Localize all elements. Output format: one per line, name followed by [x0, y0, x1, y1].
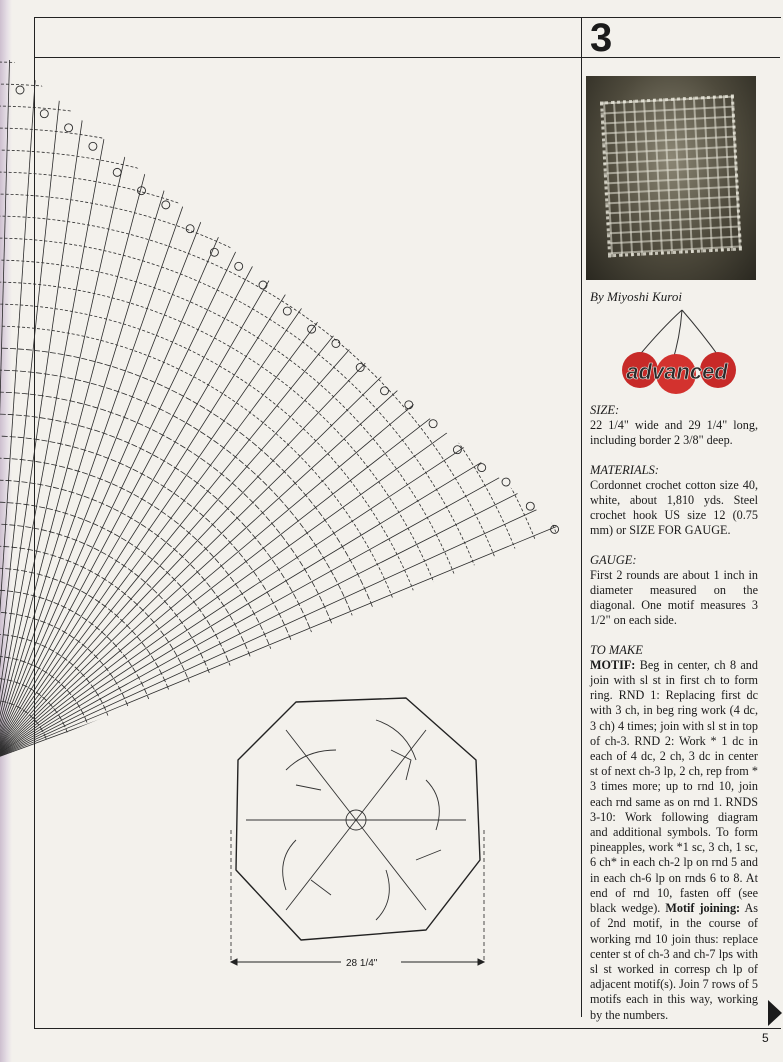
chart-round-arc [0, 62, 580, 544]
chart-picot [113, 168, 121, 176]
chart-round-arc [0, 150, 570, 571]
chart-round-arc [0, 194, 528, 585]
chart-picot [356, 363, 364, 371]
chart-radial-line [0, 83, 580, 760]
chart-radial-line [0, 106, 580, 760]
chart-radial-line [0, 61, 556, 760]
gauge-text [590, 568, 758, 629]
continue-arrow-icon [768, 1000, 782, 1026]
chart-round-arc [0, 106, 580, 558]
chart-round-arc [0, 128, 580, 565]
chart-picot [526, 502, 534, 510]
width-dimension-label: 28 1/4" [342, 958, 381, 969]
crochet-chart [0, 60, 580, 780]
advanced-badge [602, 308, 752, 398]
chart-picot [259, 281, 267, 289]
chart-picot [478, 464, 486, 472]
chart-picot [89, 142, 97, 150]
gauge-body: First 2 rounds are about 1 inch in diameter measured on the diagonal. One motif measures 3 1/2" on each side. [590, 567, 758, 628]
chart-picot [186, 225, 194, 233]
chart-radial-line [0, 155, 580, 760]
chart-radial-line [0, 60, 529, 760]
chart-picot [332, 339, 340, 347]
motif-octagon [236, 698, 480, 940]
chart-round-arc [0, 60, 580, 531]
difficulty-label: advanced [626, 359, 728, 384]
title-bar [34, 17, 780, 58]
chart-radial-line [0, 60, 253, 760]
chart-radial-line [0, 60, 152, 760]
chart-picot [405, 401, 413, 409]
chart-radial-line [0, 60, 186, 760]
chart-round-arc [0, 260, 466, 605]
joining-label: Motif joining: [665, 901, 741, 916]
to-make-text [590, 658, 758, 1023]
chart-picot [381, 387, 389, 395]
chart-picot [40, 110, 48, 118]
chart-picot [16, 86, 24, 94]
chart-radial-line [0, 60, 472, 760]
page-number: 5 [762, 1031, 769, 1045]
materials-heading: MATERIALS: [590, 462, 659, 477]
chart-picot [162, 201, 170, 209]
motif-outline-diagram [226, 690, 496, 970]
doily-photo [586, 76, 756, 280]
column-divider [581, 17, 582, 1017]
size-heading: SIZE: [590, 403, 620, 417]
chart-radial-line [0, 60, 84, 760]
size-body: 22 1/4" wide and 29 1/4" long, including border 2 3/8" deep. [590, 418, 758, 448]
gauge-heading: GAUGE: [590, 552, 637, 567]
materials-body: Cordonnet crochet cotton size 40, white, about 1,810 yds. Steel crochet hook US size 12 (0.75 mm) or SIZE FOR GAUGE. [590, 477, 758, 538]
chart-picot [235, 262, 243, 270]
chart-radial-line [0, 60, 382, 760]
doily-photo-cloth [600, 95, 742, 258]
joining-instructions: As of 2nd motif, in the course of working rnd 10 join thus: replace center st of ch-3 and ch-7 lps with sl st worked in corresp ch lp of adjacent motif(s). Join 7 rows of 5 motifs each in this way, working by the numbers. [590, 901, 759, 1022]
chart-radial-line [0, 60, 50, 760]
chart-radial-line [0, 60, 413, 760]
chart-radial-line [0, 208, 580, 760]
designer-byline: By Miyoshi Kuroi [590, 289, 682, 304]
chart-round-arc [0, 348, 382, 633]
instructions-column [590, 403, 758, 1023]
chart-picot [502, 478, 510, 486]
motif-label: MOTIF: [590, 657, 636, 672]
pattern-number: 3 [590, 16, 613, 60]
motif-instructions: Beg in center, ch 8 and join with sl st in first ch to form ring. RND 1: Replacing first dc with 3 ch, in beg ring work (4 dc, 3 ch) 4 times; join with sl st in top of ch-3. RND 2: Work * 1 dc in each of 4 dc, 2 ch, 3 dc in center st of next ch-3 lp, 2 ch, rep from * 3 times more; up to rnd 10, join each rnd same as on rnd 1. RNDS 3-10: Work following diagram and additional symbols. To form pineapples, work *1 sc, 3 ch, 1 sc, 6 ch* in each ch-2 lp on rnd 5 and in each ch-6 lp on rnds 6 to 8. At end of rnd 10, fasten off (see black wedge). [590, 657, 758, 916]
size-text [590, 418, 758, 448]
chart-radial-line [0, 181, 580, 760]
chart-picot [308, 325, 316, 333]
materials-text [590, 478, 758, 539]
chart-picot [429, 420, 437, 428]
chart-picot [551, 525, 559, 533]
to-make-body [590, 658, 758, 1023]
chart-picot [283, 307, 291, 315]
to-make-heading: TO MAKE [590, 642, 643, 657]
chart-picot [65, 124, 73, 132]
chart-radial-line [0, 60, 220, 760]
chart-round-arc [0, 172, 549, 578]
